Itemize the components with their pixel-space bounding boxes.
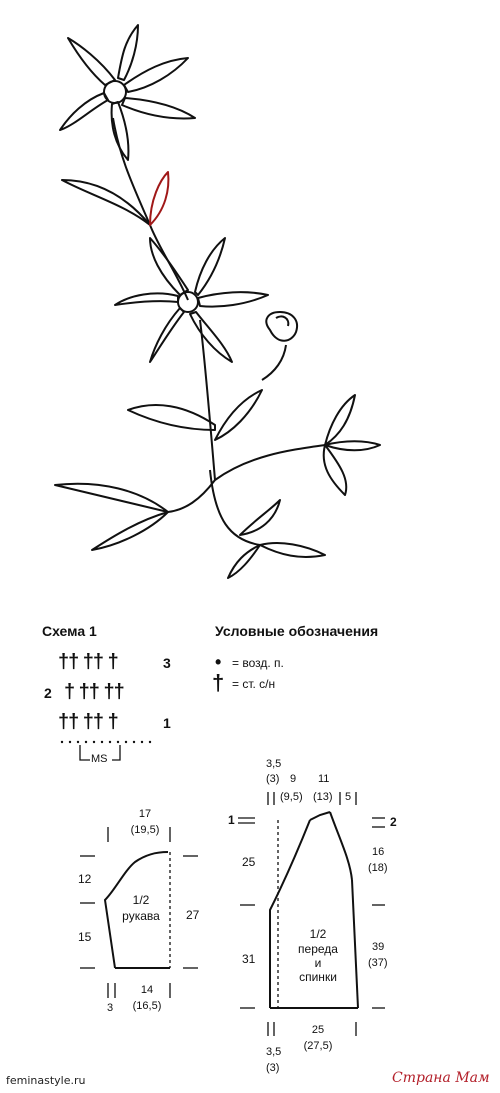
sleeve-top-width-alt: (19,5) xyxy=(130,824,160,836)
body-marker-1: 1 xyxy=(228,813,235,827)
legend-dagger-icon: † xyxy=(212,670,225,695)
site-watermark: feminastyle.ru xyxy=(6,1074,86,1087)
body-bottom-a-alt: (3) xyxy=(266,1062,280,1074)
sleeve-label-line1: 1/2 xyxy=(132,893,150,907)
scheme-title: Схема 1 xyxy=(42,623,97,639)
sleeve-lower-height: 15 xyxy=(78,930,92,944)
sleeve-top-width: 17 xyxy=(138,808,152,820)
body-left-upper: 25 xyxy=(242,855,256,869)
body-right-upper-alt: (18) xyxy=(368,862,388,874)
body-label-line3: и xyxy=(314,956,322,970)
body-top-a-alt: (3) xyxy=(266,773,280,785)
sleeve-bottom-width: 14 xyxy=(140,984,154,996)
body-top-b: 9 xyxy=(290,773,297,785)
legend-dot-icon: • xyxy=(215,652,222,672)
brand-watermark: Страна Мам xyxy=(392,1070,490,1086)
body-right-upper: 16 xyxy=(372,846,385,858)
sleeve-bottom-offset: 3 xyxy=(107,1002,114,1014)
body-right-lower-alt: (37) xyxy=(368,957,388,969)
body-bottom-width: 25 xyxy=(311,1024,325,1036)
sleeve-upper-height: 12 xyxy=(78,872,92,886)
ms-label: MS xyxy=(91,753,108,765)
body-label-line1: 1/2 xyxy=(309,927,327,941)
row-label-3: 3 xyxy=(163,655,171,671)
chart-row-2-stitches: † †† †† xyxy=(64,681,124,703)
sleeve-label-line2: рукава xyxy=(122,909,160,923)
chart-row-3-stitches: †† †† † xyxy=(58,651,118,673)
body-top-c: 11 xyxy=(318,773,330,785)
body-top-d: 5 xyxy=(345,791,352,803)
body-label-line2: переда xyxy=(298,942,338,956)
body-marker-2: 2 xyxy=(390,815,397,829)
sleeve-right-height: 27 xyxy=(186,908,200,922)
row-label-2: 2 xyxy=(44,685,52,701)
body-top-a: 3,5 xyxy=(266,758,282,770)
row-label-1: 1 xyxy=(163,715,171,731)
body-label-line4: спинки xyxy=(299,970,337,984)
body-top-c-alt: (13) xyxy=(313,791,333,803)
chart-row-1-stitches: †† †† † xyxy=(58,711,118,733)
legend-title: Условные обозначения xyxy=(215,623,379,639)
legend-dot-text: = возд. п. xyxy=(232,656,284,670)
body-left-lower: 31 xyxy=(242,952,256,966)
legend-dagger-text: = ст. с/н xyxy=(232,677,276,691)
body-bottom-width-alt: (27,5) xyxy=(303,1040,333,1052)
body-right-lower: 39 xyxy=(372,941,385,953)
sleeve-bottom-width-alt: (16,5) xyxy=(132,1000,162,1012)
body-bottom-a: 3,5 xyxy=(266,1046,282,1058)
body-top-b-alt: (9,5) xyxy=(280,791,303,803)
